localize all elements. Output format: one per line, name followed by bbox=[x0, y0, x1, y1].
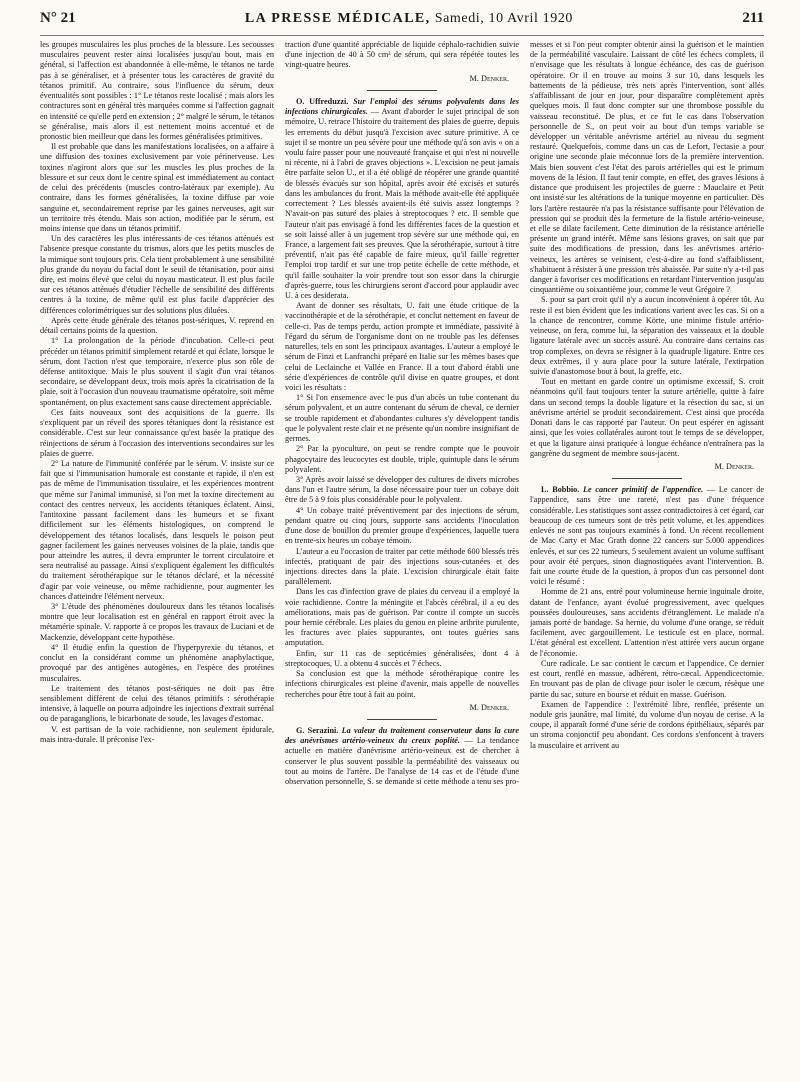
paragraph: Examen de l'appendice : l'extrémité libre, renflée, présente un nodule gris jaunâtre, mal limité, du volume d'un noyau de cerise. A la coupe, il apparaît formé d'une série de cordons épithéliaux, séparés par un stroma conjonctif peu abondant. Ces cordons s'enfoncent à travers la musculaire et arrivent au bbox=[530, 699, 764, 750]
paragraph: 4° Un cobaye traité préventivement par des injections de sérum, pendant quatre ou cinq jours, supporte sans accidents l'inoculation d'une dose de bouillon du premier groupe d'expériences, laquelle tuera en trente-six heures un cobaye témoin. bbox=[285, 505, 519, 546]
article-title: Le cancer primitif de l'appendice. bbox=[583, 485, 707, 495]
paragraph: Cure radicale. Le sac contient le cæcum et l'appendice. Ce dernier est court, renflé en massue, adhérent, rétro-cæcal. Appendicectomie. En trouvant pas de plan de clivage pour isoler le cæcum, résèque une partie du sac, suture en bourse et réduit en masse. Guérison. bbox=[530, 658, 764, 699]
column-3 bbox=[530, 40, 764, 1080]
paragraph: S. pour sa part croit qu'il n'y a aucun inconvénient à opérer tôt. Au reste il est bien évident que les indications varient avec les cas. Si on a la chance de rencontrer, comme Körte, une minime fistule artério-veineuse, on fera, comme lui, la séparation des vaisseaux et la double ligature latérale avec un succès assuré. Au contraire dans certains cas trop complexes, on devra se résigner à la quadruple ligature. Entre ces deux extrêmes, il y aura place pour la suture latérale, l'extirpation suivie d'anastomose bout à bout, la greffe, etc. bbox=[530, 295, 764, 376]
paragraph: Le traitement des tétanos post-sériques ne doit pas être sensiblement différent de celui des tétanos primitifs : sérothérapie intensive, à laquelle on pourra adjoindre les injections d'extrait surrénal ou de paraganglions, le bicarbonate de soude, les lavages d'estomac. bbox=[40, 683, 274, 724]
article-serazini bbox=[285, 726, 519, 787]
issue-date: Samedi, 10 Avril 1920 bbox=[434, 11, 574, 26]
page-header bbox=[40, 10, 764, 36]
article-title: La valeur du traitement conservateur dans la cure des anévrismes artério-veineux du creux poplité. bbox=[285, 726, 519, 746]
column-2 bbox=[285, 40, 519, 1080]
separator-rule bbox=[367, 90, 437, 91]
article-author: G. Serazini. bbox=[296, 726, 342, 735]
paragraph: Tout en mettant en garde contre un optimisme excessif, S. croit néanmoins qu'il faut toujours tenter la suture artérielle, quitte à faire dans un second temps la double ligature et la résection du sac, si un anévrisme artériel se produit secondairement. C'est ainsi que procéda Donati dans le cas rapporté par l'auteur. On peut espérer en agissant ainsi, que les voies collatérales auront tout le temps de se développer, et que la ligature ainsi pratiquée à longue échéance n'entraînera pas la gangrène du segment de membre sous-jacent. bbox=[530, 377, 764, 458]
article-author: L. Bobbio. bbox=[541, 485, 584, 495]
paragraph: Avant de donner ses résultats, U. fait une étude critique de la vaccinothérapie et de la sérothérapie, et conclut nettement en faveur de celle-ci. Pas de temps perdu, action prompte et immédiate, passivité à l'égard du sérum de l'organisme dont on ne trouble pas les défenses naturelles, tels en sont les principaux avantages. L'auteur a employé le sérum de Finzi et Lanfranchi préparé en Italie sur les mêmes bases que celui de Leclainche et Vallée en France. Il a tout d'abord établi une série d'expériences de contrôle qu'il divise en quatre groupes, et dont voici les résultats : bbox=[285, 301, 519, 392]
article-uffreduzzi bbox=[285, 97, 519, 700]
paragraph: Sa conclusion est que la méthode sérothérapique contre les infections chirurgicales est pleine d'avenir, mais appelle de nouvelles recherches pour être tout à fait au point. bbox=[285, 669, 519, 699]
paragraph: Un des caractères les plus intéressants de ces tétanos atténués est l'absence presque constante du trismus, alors que les petits muscles de la mimique sont toujours pris. Cela tient probablement à une sensibilité plus grande du noyau du facial dont le seuil de tétanisation, pour ainsi dire, est moins élevé que celui du noyau masticateur. Il est plus facile sur ces tétanos atténués d'étudier l'échelle de sensibilité des différents centres à la toxine, de même qu'il est plus facile d'apprécier des différences colorimétriques sur des solutions plus diluées. bbox=[40, 234, 274, 315]
page-number: 211 bbox=[742, 10, 764, 26]
paragraph: 2° La nature de l'immunité conférée par le sérum. V. insiste sur ce fait que si l'immunisation humorale est constante et rapide, il n'en est pas de même de l'immunisation tissulaire, et les expériences montrent que même sur l'animal immunisé, si l'on met la toxine directement au contact des centres nerveux, les accidents tétaniques éclatent. Ainsi, l'antitoxine passant facilement dans les humeurs et se fixant difficilement sur les éléments histologiques, on comprend le développement des tétanos localisés, dans lesquels le poison peut gagner facilement les gaines nerveuses voisines de la plaie, tandis que pour atteindre les autres, il devra emprunter le torrent circulatoire et sera neutralisé au passage. Ainsi s'expliquent également les difficultés du traitement sérothérapique sur le tétanos déclaré, et la nécessité d'agir par voie veineuse, ou même rachidienne, pour augmenter les chances d'atteindre l'élément nerveux. bbox=[40, 458, 274, 601]
signature: M. Denker. bbox=[714, 461, 754, 471]
paragraph: Homme de 21 ans, entré pour volumineuse hernie inguinale droite, datant de l'enfance, ayant évolué progressivement, avec quelques poussées douloureuses, sans accidents d'étranglement. Le malade n'a jamais porté de bandage. Sa hernie, du volume d'une orange, se réduit facilement, avec gargouillement. Le testicule est en place, normal. L'état général est excellent. L'attention n'est attirée vers aucun organe de l'économie. bbox=[530, 587, 764, 658]
paragraph: 3° Après avoir laissé se développer des cultures de divers microbes dans l'un et l'autre sérum, la dose nécessaire pour tuer un cobaye doit être de 5 à 9 fois plus considérable pour le polyvalent. bbox=[285, 474, 519, 505]
text-columns bbox=[40, 40, 764, 1080]
paragraph: Enfin, sur 11 cas de septicémies généralisées, dont 4 à streptocoques, U. a obtenu 4 succès et 7 échecs. bbox=[285, 648, 519, 668]
separator-rule bbox=[612, 478, 682, 479]
paragraph: traction d'une quantité appréciable de liquide céphalo-rachidien suivie d'une injection de 40 à 50 cm³ de sérum, qui sera répétée toutes les vingt-quatre heures. bbox=[285, 40, 519, 70]
paragraph: 3° L'étude des phénomènes douloureux dans les tétanos localisés montre que leur localisation est en général en rapport étroit avec la métamérie spinale. V. rapporte à ce propos les travaux de Luciani et de Mackenzie, développant cette hypothèse. bbox=[40, 602, 274, 642]
article-author: O. Uffreduzzi. bbox=[296, 96, 354, 106]
paragraph: 1° Si l'on ensemence avec le pus d'un abcès un tube contenant du sérum polyvalent, et un autre contenant du sérum de cheval, ce dernier se trouble rapidement et d'abondantes cultures s'y développent tandis que le polyvalent reste clair et ne présente qu'un nombre insignifiant de germes. bbox=[285, 393, 519, 444]
paragraph: 1° La prolongation de la période d'incubation. Celle-ci peut précéder un tétanos primitif simplement retardé et qui éclate, lorsque le sérum, dont l'action n'est que temporaire, n'exerce plus son rôle de défense antitoxique. Mais le plus souvent il s'agit d'un vrai tétanos secondaire, se développant deux, trois mois après la cicatrisation de la plaie, soit à l'occasion d'un nouveau traumatisme opératoire, soit même spontanément, on plus exactement sans cause directement appréciable. bbox=[40, 336, 274, 407]
paragraph: V. est partisan de la voie rachidienne, non seulement épidurale, mais intra-durale. Il préconise l'ex- bbox=[40, 724, 274, 744]
article-lead: L. Bobbio. Le cancer primitif de l'appendice. — Le cancer de l'appendice, sans être une rareté, n'est pas d'une fréquence considérable. Les statistiques sont assez contradictoires à cet égard, car beaucoup de ces tumeurs sont de très petit volume, et les appendices enlevés ne sont pas toujours examinés à fond. Un récent recollement de Mac Carty et Mac Grath donne 22 cancers sur 5.000 appendices enlevés, et sur ces 22 tumeurs, 5 seulement avaient un volume suffisant pour avoir été perçues, sinon diagnostiquées avant l'intervention. B. fait une courte étude de la question, à propos d'un cas personnel dont voici le résumé : bbox=[530, 485, 764, 587]
continued-text bbox=[530, 40, 764, 459]
continued-text bbox=[285, 40, 519, 71]
paragraph: 4° Il étudie enfin la question de l'hyperpyrexie du tétanos, et conclut en la considérant comme un phénomène anaphylactique, provoqué par des antigènes autogènes, en l'espèce des protéines musculaires. bbox=[40, 642, 274, 683]
paragraph: Dans les cas d'infection grave de plaies du cerveau il a employé la voie rachidienne. Contre la méningite et l'abcès cérébral, il a eu des améliorations, mais pas de guérison. Par contre il compte un succès pour hernie cérébrale. Les plaies du genou en pleine arthrite purulente, les fractures avec plaies suppurantes, ont toutes guéries sans amputation. bbox=[285, 587, 519, 648]
article-title: Sur l'emploi des sérums polyvalents dans les infections chirurgicales. bbox=[285, 96, 519, 117]
paragraph: Après cette étude générale des tétanos post-sériques, V. reprend en détail certains points de la question. bbox=[40, 315, 274, 336]
paragraph: messes et si l'on peut compter obtenir ainsi la guérison et le maintien de la perméabilité vasculaire. Laissant de côté les échecs complets, il n'envisage que les résultats à longue échéance, des cas de guérison opératoire. Or il en trouve au moins 3 sur 10, dans lesquels les battements de la pédieuse, très nets après l'intervention, sont allés s'affaiblissant de jour en jour, pour disparaître complètement après quelques mois. Il faut donc compter sur une thrombose possible du vaisseau reconstitué. De plus, et ce fut le cas dans l'observation personnelle de S., on peut voir au bout d'un temps variable se développer un véritable anévrisme artériel au niveau du segment restauré. Quelquefois, comme dans un cas de Lefort, l'ectasie a pour origine une seconde plaie méconnue lors de la première intervention. Mais bien souvent c'est l'état des parois artérielles qui est le primum movens de la lésion. Il faut tenir compte, en effet, des graves lésions à distance que produisent les projectiles de guerre : Mauclaire et Petit ont insisté sur les altérations de la tunique moyenne en particulier. Dès lors l'artère restaurée n'a pas la résistance suffisante pour l'élévation de pression qui se produit dès la fermeture de la fistule artério-veineuse, et elle se dilate facilement. Cette diminution de la résistance artérielle présente un grand intérêt. Même sans lésions graves, on sait que par suite des modifications de pression, dans les anévrismes artério-veineux, les artères se veinisent, c'est-à-dire au fond s'affaiblissent, s'habituent à résister à une pression très abaissée. Par suite n'y a-t-il pas danger à favoriser ces modifications en retardant l'intervention jusqu'au cinquantième ou soixantième jour, comme le veut Grégoire ? bbox=[530, 40, 764, 295]
issue-number: N° 21 bbox=[40, 10, 76, 26]
masthead bbox=[245, 11, 573, 27]
signature: M. Denker. bbox=[469, 73, 509, 83]
column-1 bbox=[40, 40, 274, 1080]
journal-title: LA PRESSE MÉDICALE, bbox=[244, 11, 431, 26]
paragraph: les groupes musculaires les plus proches de la blessure. Les secousses musculaires peuvent rester ainsi localisées jusqu'au bout, mais en général, si l'affection est abandonnée à elle-même, le tétanos ne tarde pas à se généraliser, et à présenter tous les caractères de gravité du tétanos primitif. Au contraire, sous l'influence du sérum, deux éventualités sont possibles : 1° Le tétanos reste localisé ; mais alors les contractures sont en général très marquées comme si l'affection gagnait en intensité ce qu'elle perd en extension ; 2° malgré le sérum, le tétanos se généralise, mais alors il est nettement moins accentué et de pronostic bien meilleur que dans les formes généralisées primitives. bbox=[40, 40, 274, 141]
article-lead: G. Serazini. La valeur du traitement conservateur dans la cure des anévrismes artério-veineux du creux poplité. — La tendance actuelle en matière d'anévrisme artério-veineux est de chercher à conserver le plus souvent possible la perméabilité des vaisseaux ou tout au moins de l'artère. De l'analyse de 14 cas et de l'étude d'une observation personnelle, S. se demande si cette méthode a tenu ses pro- bbox=[285, 726, 519, 787]
signature: M. Denker. bbox=[469, 702, 509, 712]
article-bobbio bbox=[530, 485, 764, 751]
paragraph: L'auteur a eu l'occasion de traiter par cette méthode 600 blessés très infectés, pratiquant de pair des injections sous-cutanées et des injections directes dans la plaie. L'excision chirurgicale était faite parallèlement. bbox=[285, 546, 519, 587]
paragraph: Ces faits nouveaux sont des acquisitions de la guerre. Ils s'expliquent par un réveil des spores tétaniques dont la résistance est considérable. C'est sur leur connaissance qu'est basée la pratique des réinjections de sérum à l'occasion des interventions secondaires sur les plaies de guerre. bbox=[40, 407, 274, 458]
paragraph: 2° Par la pyoculture, on peut se rendre compte que le pouvoir phagocytaire des leucocytes est double, triple, quintuple dans le sérum polyvalent. bbox=[285, 444, 519, 474]
paragraph: Il est probable que dans les manifestations localisées, on a affaire à une diffusion des toxines exclusivement par voie périnerveuse. Les toxines n'agiront alors que sur les muscles les plus proches de la blessure et sur ceux dont le centre spinal est immédiatement au contact de celui des précédents (muscles contro-latéraux par exemple). Au contraire, dans les formes généralisées, la toxine diffuse par voie sanguine et, secondairement reprise par les gaines nerveuses, agit sur un territoire très étendu. Mais son action, modifiée par le sérum, est moins intense que dans un tétanos primitif. bbox=[40, 142, 274, 233]
separator-rule bbox=[367, 719, 437, 720]
article-lead: O. Uffreduzzi. Sur l'emploi des sérums polyvalents dans les infections chirurgicales. — Avant d'aborder le sujet principal de son mémoire, U. retrace l'histoire du traitement des plaies de guerre, depuis les errements du début jusqu'à l'excision avec suture primitive. A ce sujet il se montre un peu sévère pour une méthode qu'à son avis « on a voulu faire passer pour une nouveauté française et qui n'est ni nouvelle ni récente, ni à l'abri de graves objections ». L'excision ne peut jamais être parfaite selon U., et il a été obligé de réopérer une grande quantité de blessés évacués sur son hôpital, après avoir été excisés et suturés dans les ambulances du front. Mais la méthode avait-elle été appliquée correctement ? Les blessés avaient-ils été suivis assez longtemps ? N'avait-on pas suturé des plaies à streptocoques ? etc. Il semble que l'auteur n'ait pas envisagé à fond les différentes faces de la question et se soit laissé aller à un jugement trop sévère sur une méthode qui, en France, a largement fait ses preuves. Que la sérothérapie, surtout à titre préventif, n'ait pas été capable de faire mieux, qu'il faille regretter l'emploi trop tardif et sur une trop petite échelle de cette méthode, et qu'il faille souhaiter la voir prendre tout son essor dans la chirurgie d'après-guerre, tous les chirurgiens seront d'accord pour applaudir avec U. à ces desiderata. bbox=[285, 96, 519, 301]
